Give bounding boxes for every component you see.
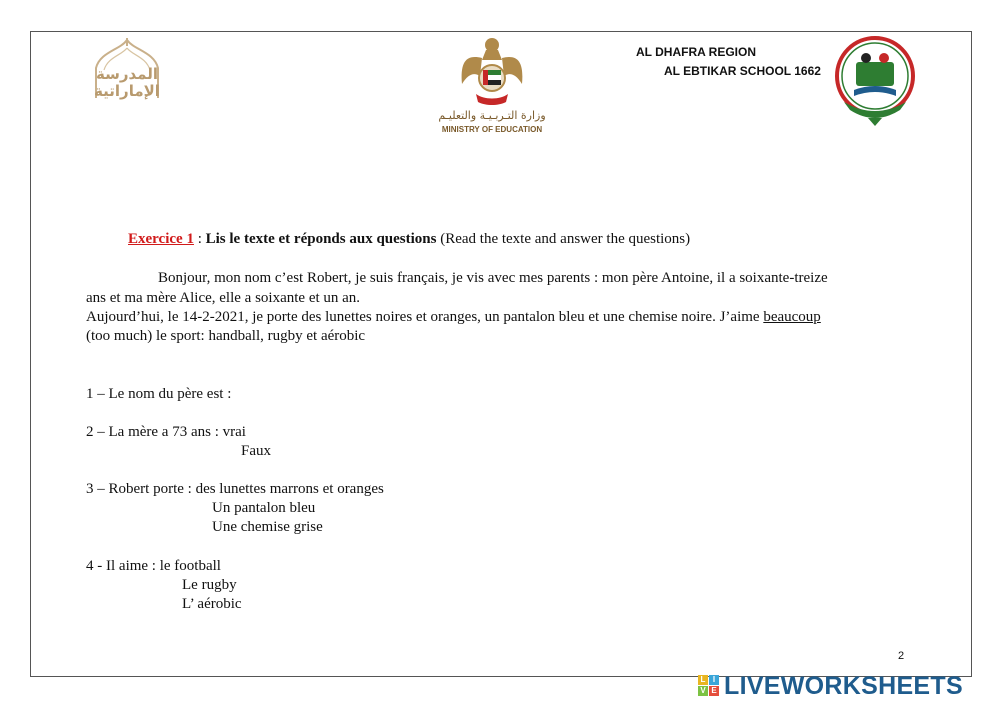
falcon-emblem-icon: [436, 36, 548, 108]
logo-letter-i: I: [709, 675, 719, 685]
question-4-option-rugby[interactable]: Le rugby: [182, 577, 237, 593]
region-name: AL DHAFRA REGION: [636, 45, 756, 59]
ministry-name-english: MINISTRY OF EDUCATION: [441, 125, 543, 134]
logo-letter-v: V: [698, 686, 708, 696]
logo-letter-e: E: [709, 686, 719, 696]
question-3-option-pantalon[interactable]: Un pantalon bleu: [212, 500, 316, 516]
ministry-emblem: [436, 36, 548, 136]
question-4-option-aerobic[interactable]: L’ aérobic: [182, 596, 242, 612]
exercise-heading: [128, 231, 690, 248]
question-3[interactable]: 3 – Robert porte : des lunettes marrons et oranges: [86, 481, 384, 497]
exercise-instruction: Lis le texte et réponds aux questions: [205, 231, 437, 247]
ministry-name-arabic: وزارة التـربـيـة والتعليـم: [438, 109, 546, 122]
question-4[interactable]: 4 - Il aime : le football: [86, 558, 221, 574]
passage-line-1: Bonjour, mon nom c’est Robert, je suis français, je vis avec mes parents : mon père Antoine, il a soixante-treize: [158, 270, 828, 286]
emirati-school-logo: [82, 38, 172, 106]
al-ebtikar-school-logo: [834, 36, 916, 128]
school-crest-icon: [834, 36, 916, 128]
page-number: 2: [898, 650, 905, 662]
school-name: AL EBTIKAR SCHOOL 1662: [664, 64, 821, 78]
liveworksheets-text: LIVEWORKSHEETS: [724, 672, 963, 700]
passage-underlined-word: beaucoup: [763, 309, 821, 325]
question-2[interactable]: 2 – La mère a 73 ans : vrai: [86, 424, 246, 440]
liveworksheets-logo-icon: [698, 675, 720, 697]
question-3-option-chemise[interactable]: Une chemise grise: [212, 519, 323, 535]
question-1: 1 – Le nom du père est :: [86, 386, 232, 402]
emirati-school-name-line2: الإماراتية: [94, 82, 160, 100]
emirati-school-name-line1: المدرسة: [96, 65, 158, 83]
exercise-translation: (Read the texte and answer the questions): [436, 231, 691, 247]
passage-line-3-text: Aujourd’hui, le 14-2-2021, je porte des lunettes noires et oranges, un pantalon bleu et une chemise noire. J’aime: [86, 309, 764, 325]
passage-line-2: ans et ma mère Alice, elle a soixante et un an.: [86, 290, 361, 306]
exercise-separator: :: [193, 231, 206, 247]
question-2-option-faux[interactable]: Faux: [241, 443, 271, 459]
passage-line-4: (too much) le sport: handball, rugby et aérobic: [86, 328, 366, 344]
exercise-label: Exercice 1: [128, 231, 194, 247]
logo-letter-l: L: [698, 675, 708, 685]
passage-line-3: [86, 308, 821, 327]
